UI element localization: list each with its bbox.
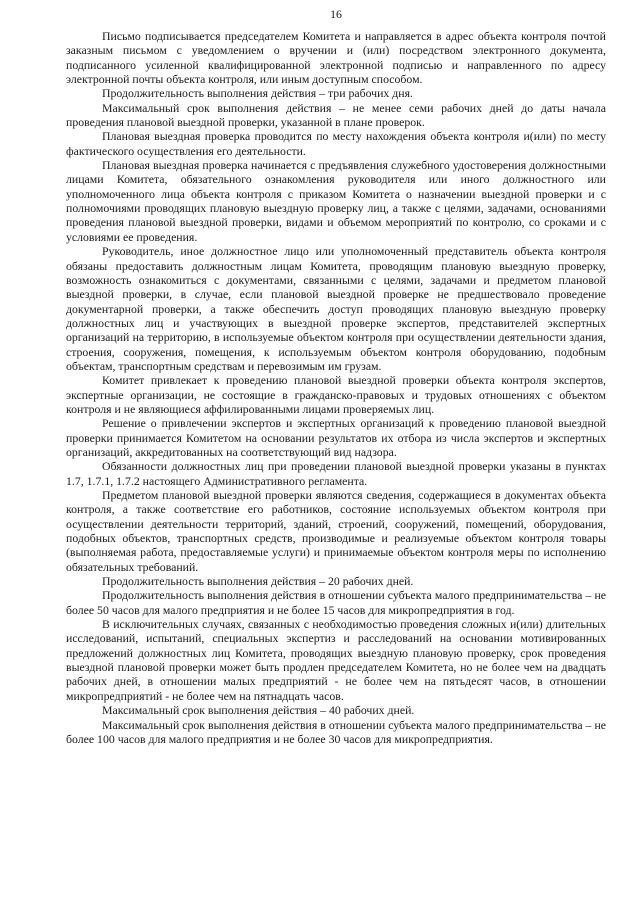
paragraph-max-term-forty-days: Максимальный срок выполнения действия – 40 рабочих дней. bbox=[102, 703, 415, 718]
paragraph-letter-signing: Письмо подписывается председателем Комитета и направляется в адрес объекта контроля почтой заказным письмом с уведомлением о вручении и (или) посредством электронного документа, подписанного усиленной квалифицированной электронной подписью и направленного по адресу электронной почты объекта контроля, или иным доступным способом. bbox=[66, 29, 606, 87]
paragraph-experts-decision: Решение о привлечении экспертов и экспертных организаций к проведению плановой выездной проверки принимается Комитетом на основании результатов их отбора из числа экспертов и экспертных организаций, аккредитованных на соответствующий вид надзора. bbox=[66, 416, 606, 459]
page-number: 16 bbox=[330, 7, 342, 21]
paragraph-experts-involvement: Комитет привлекает к проведению плановой выездной проверки объекта контроля экспертов, экспертные организации, не состоящие в гражданско-правовых и трудовых отношениях с объектом контроля и не являющиеся аффилированными лицами проверяемых лиц. bbox=[66, 373, 606, 416]
paragraph-access-obligations: Руководитель, иное должностное лицо или уполномоченный представитель объекта контроля обязаны предоставить должностным лицам Комитета, проводящим плановую выездную проверку, возможность ознакомиться с документами, связанными с целями, задачами и предметом плановой выездной проверки, в случае, если плановой выездной проверке не предшествовало проведение документарной проверки, а также обеспечить доступ проводящих плановую выездную проверку должностных лиц и участвующих в выездной проверке экспертов, представителей экспертных организаций на территорию, в используемые объектом контроля при осуществлении деятельности здания, строения, сооружения, помещения, к используемым объектом контроля оборудованию, подобным объектам, транспортным средствам и перевозимым им грузам. bbox=[66, 244, 606, 373]
paragraph-inspection-start: Плановая выездная проверка начинается с предъявления служебного удостоверения должностными лицами Комитета, обязательного ознакомления руководителя или иного должностного или уполномоченного лица объекта контроля с приказом Комитета о назначении выездной проверки и с полномочиями проводящих плановую выездную проверку лиц, а также с целями, задачами, основаниями проведения плановой выездной проверки, видами и объемом мероприятий по контролю, со сроками и с условиями ее проведения. bbox=[66, 158, 606, 244]
paragraph-max-term-seven-days: Максимальный срок выполнения действия – не менее семи рабочих дней до даты начала проведения плановой выездной проверки, указанной в плане проверок. bbox=[66, 100, 606, 130]
paragraph-officials-duties: Обязанности должностных лиц при проведении плановой выездной проверки указаны в пунктах 1.7, 1.7.1, 1.7.2 настоящего Административного регламента. bbox=[66, 459, 606, 488]
paragraph-duration-three-days: Продолжительность выполнения действия – три рабочих дня. bbox=[102, 86, 413, 101]
paragraph-duration-twenty-days: Продолжительность выполнения действия – 20 рабочих дней. bbox=[102, 574, 414, 589]
paragraph-inspection-subject: Предметом плановой выездной проверки являются сведения, содержащиеся в документах объекта контроля, а также соответствие его работников, состояние используемых объектом контроля при осуществлении деятельности территорий, зданий, строений, сооружений, помещений, оборудования, подобных объектов, транспортных средств, производимые и реализуемые объектом контроля товары (выполняемая работа, предоставляемые услуги) и принимаемые объектом контроля меры по исполнению обязательных требований. bbox=[66, 488, 606, 574]
paragraph-inspection-location: Плановая выездная проверка проводится по месту нахождения объекта контроля и(или) по месту фактического осуществления его деятельности. bbox=[66, 129, 606, 158]
paragraph-extension-cases: В исключительных случаях, связанных с необходимостью проведения сложных и(или) длительных исследований, испытаний, специальных экспертиз и расследований на основании мотивированных предложений должностных лиц Комитета, проводящих выездную плановую проверку, срок проведения выездной плановой проверки может быть продлен председателем Комитета, но не более чем на двадцать рабочих дней, в отношении малых предприятий - не более чем на пятьдесят часов, в отношении микропредприятий - не более чем на пятнадцать часов. bbox=[66, 617, 606, 703]
paragraph-small-business-max-term: Максимальный срок выполнения действия в отношении субъекта малого предпринимательства – не более 100 часов для малого предприятия и не более 30 часов для микропредприятия. bbox=[66, 717, 606, 746]
paragraph-small-business-duration: Продолжительность выполнения действия в отношении субъекта малого предпринимательства – не более 50 часов для малого предприятия и не более 15 часов для микропредприятия в год. bbox=[66, 588, 606, 617]
